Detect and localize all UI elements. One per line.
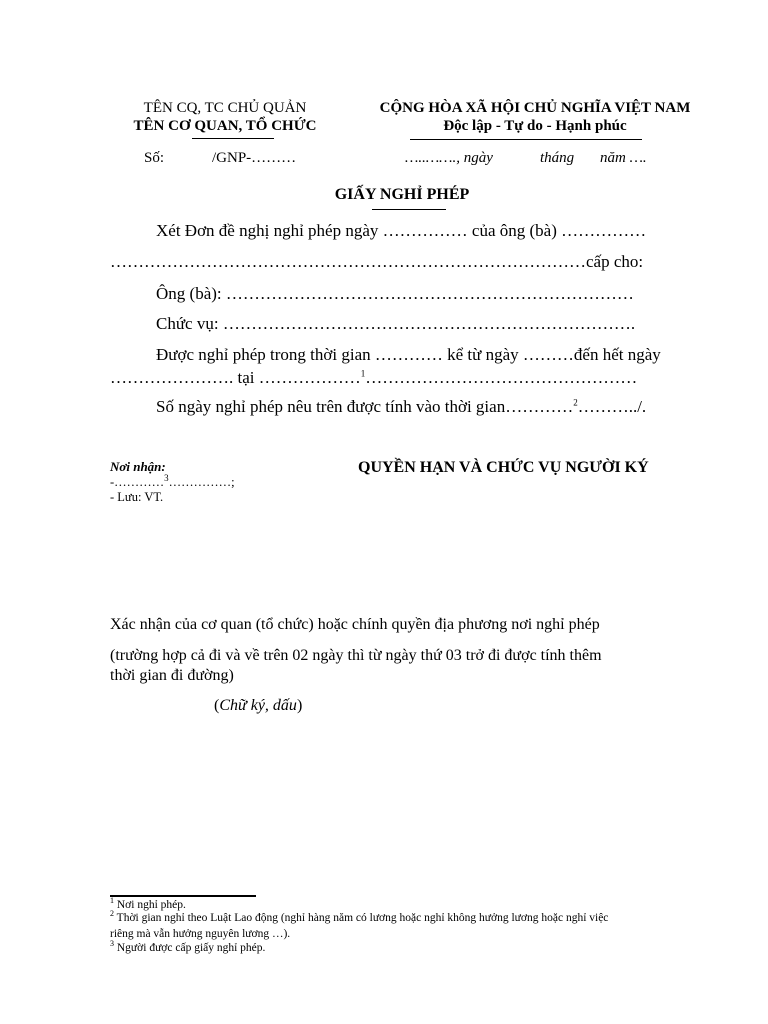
footnote-2 bbox=[110, 909, 609, 925]
body-leave-period-line-1: Được nghỉ phép trong thời gian ………… kể từ ngày ………đến hết ngày bbox=[156, 345, 661, 364]
footnote-text: Thời gian nghỉ theo Luật Lao động (nghỉ hàng năm có lương hoặc nghỉ không hưởng lương hoặc nghỉ việc bbox=[114, 912, 609, 924]
national-motto: Độc lập - Tự do - Hạnh phúc bbox=[443, 118, 627, 134]
leave-days-end: ………../. bbox=[577, 397, 647, 416]
signature-close-paren: ) bbox=[296, 697, 303, 714]
national-title: CỘNG HÒA XÃ HỘI CHỦ NGHĨA VIỆT NAM bbox=[379, 100, 691, 116]
footnote-text: Người được cấp giấy nghỉ phép. bbox=[114, 942, 266, 954]
footnote-text: Nơi nghỉ phép. bbox=[114, 899, 186, 911]
leave-date-place: …………………. tại ……………… bbox=[110, 368, 361, 387]
archive-line: - Lưu: VT. bbox=[110, 490, 164, 504]
title-underline bbox=[372, 209, 446, 210]
body-paragraph-1-line-2: …………………………………………………………………………cấp cho: bbox=[110, 252, 644, 271]
body-leave-period-line-2 bbox=[110, 368, 637, 388]
footnote-number: 3 bbox=[110, 939, 114, 949]
footnote-3 bbox=[110, 939, 266, 955]
confirmation-line-2: (trường hợp cả đi và về trên 02 ngày thì từ ngày thứ 03 trở đi được tính thêm bbox=[110, 647, 602, 664]
signature-text: Chữ ký, dấu bbox=[219, 697, 297, 714]
body-paragraph-1-line-1: Xét Đơn đề nghị nghỉ phép ngày …………… của ông (bà) …………… bbox=[156, 221, 647, 240]
leave-days-text: Số ngày nghỉ phép nêu trên được tính vào thời gian………… bbox=[156, 397, 574, 416]
footnote-1 bbox=[110, 896, 186, 912]
body-position: Chức vụ: ………………………………………………………………. bbox=[156, 314, 636, 333]
body-employee-name: Ông (bà): ……………………………………………………………… bbox=[156, 284, 634, 303]
recipients-label: Nơi nhận: bbox=[110, 459, 166, 474]
agency-name: TÊN CƠ QUAN, TỔ CHỨC bbox=[133, 118, 317, 134]
agency-underline bbox=[192, 138, 274, 139]
date-month: tháng bbox=[540, 150, 575, 166]
leave-place: ………………………………………… bbox=[365, 368, 638, 387]
footnote-ref-2: 2 bbox=[573, 397, 578, 408]
footnote-text: riêng mà vẫn hưởng nguyên lương …). bbox=[110, 928, 291, 940]
date-place: …..……., ngày bbox=[405, 150, 493, 166]
document-number-label: Số: bbox=[144, 150, 165, 166]
confirmation-line-1: Xác nhận của cơ quan (tổ chức) hoặc chính quyền địa phương nơi nghỉ phép bbox=[110, 616, 600, 633]
footnote-number: 2 bbox=[110, 909, 114, 919]
footnote-separator bbox=[110, 895, 256, 897]
footnote-2-continued bbox=[110, 928, 290, 941]
recipient-line bbox=[110, 472, 235, 490]
signature-open-paren: ( bbox=[214, 697, 220, 714]
recipient-prefix: -………… bbox=[110, 475, 165, 489]
document-title: GIẤY NGHỈ PHÉP bbox=[334, 186, 470, 203]
signature-stamp-note bbox=[214, 697, 302, 715]
signer-title: QUYỀN HẠN VÀ CHỨC VỤ NGƯỜI KÝ bbox=[358, 459, 649, 476]
footnote-ref-3: 3 bbox=[164, 472, 169, 483]
recipient-suffix: ……………; bbox=[168, 475, 235, 489]
date-year: năm …. bbox=[600, 150, 647, 166]
footnote-ref-1: 1 bbox=[360, 368, 366, 379]
body-leave-days bbox=[156, 397, 646, 417]
parent-agency-name: TÊN CQ, TC CHỦ QUẢN bbox=[143, 100, 307, 116]
document-number-value: /GNP-……… bbox=[212, 150, 297, 166]
confirmation-line-3: thời gian đi đường) bbox=[110, 667, 234, 684]
motto-underline bbox=[410, 139, 642, 140]
footnote-number: 1 bbox=[110, 896, 114, 906]
